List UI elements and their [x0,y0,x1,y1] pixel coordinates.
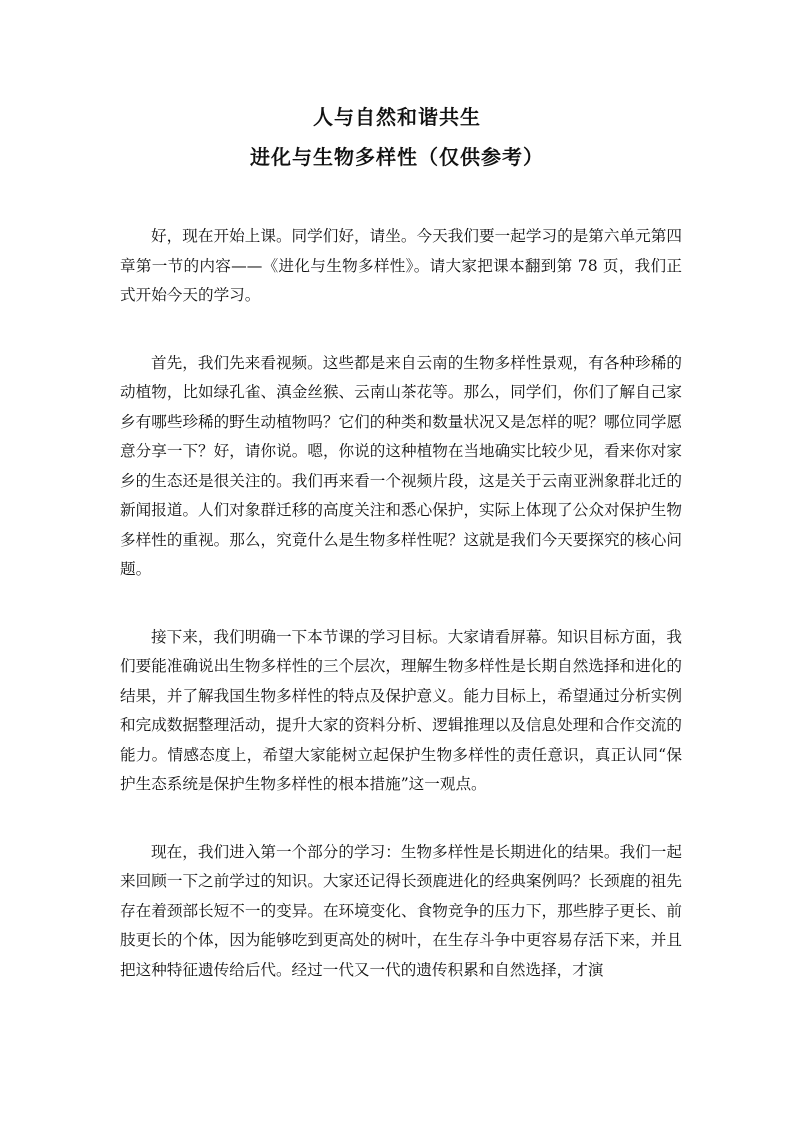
paragraph-1: 好，现在开始上课。同学们好，请坐。今天我们要一起学习的是第六单元第四章第一节的内容——《进化与生物多样性》。请大家把课本翻到第 78 页，我们正式开始今天的学习。 [120,227,682,304]
paragraph-3: 接下来，我们明确一下本节课的学习目标。大家请看屏幕。知识目标方面，我们要能准确说出生物多样性的三个层次，理解生物多样性是长期自然选择和进化的结果，并了解我国生物多样性的特点及保护意义。能力目标上，希望通过分析实例和完成数据整理活动，提升大家的资料分析、逻辑推理以及信息处理和合作交流的能力。情感态度上，希望大家能树立起保护生物多样性的责任意识，真正认同“保护生态系统是保护生物多样性的根本措施”这一观点。 [120,627,682,793]
paragraph-2: 首先，我们先来看视频。这些都是来自云南的生物多样性景观，有各种珍稀的动植物，比如绿孔雀、滇金丝猴、云南山茶花等。那么，同学们，你们了解自己家乡有哪些珍稀的野生动植物吗？它们的种类和数量状况又是怎样的呢？哪位同学愿意分享一下？好，请你说。嗯，你说的这种植物在当地确实比较少见，看来你对家乡的生态还是很关注的。我们再来看一个视频片段，这是关于云南亚洲象群北迁的新闻报道。人们对象群迁移的高度关注和悉心保护，实际上体现了公众对保护生物多样性的重视。那么，究竟什么是生物多样性呢？这就是我们今天要探究的核心问题。 [120,353,682,578]
document-body [120,222,682,1023]
document-subtitle: 进化与生物多样性（仅供参考） [250,145,544,169]
paragraph-4: 现在，我们进入第一个部分的学习：生物多样性是长期进化的结果。我们一起来回顾一下之前学过的知识。大家还记得长颈鹿进化的经典案例吗？长颈鹿的祖先存在着颈部长短不一的变异。在环境变化、食物竞争的压力下，那些脖子更长、前肢更长的个体，因为能够吃到更高处的树叶，在生存斗争中更容易存活下来，并且把这种特征遗传给后代。经过一代又一代的遗传积累和自然选择，才演 [120,842,682,979]
document-title: 人与自然和谐共生 [313,105,481,129]
